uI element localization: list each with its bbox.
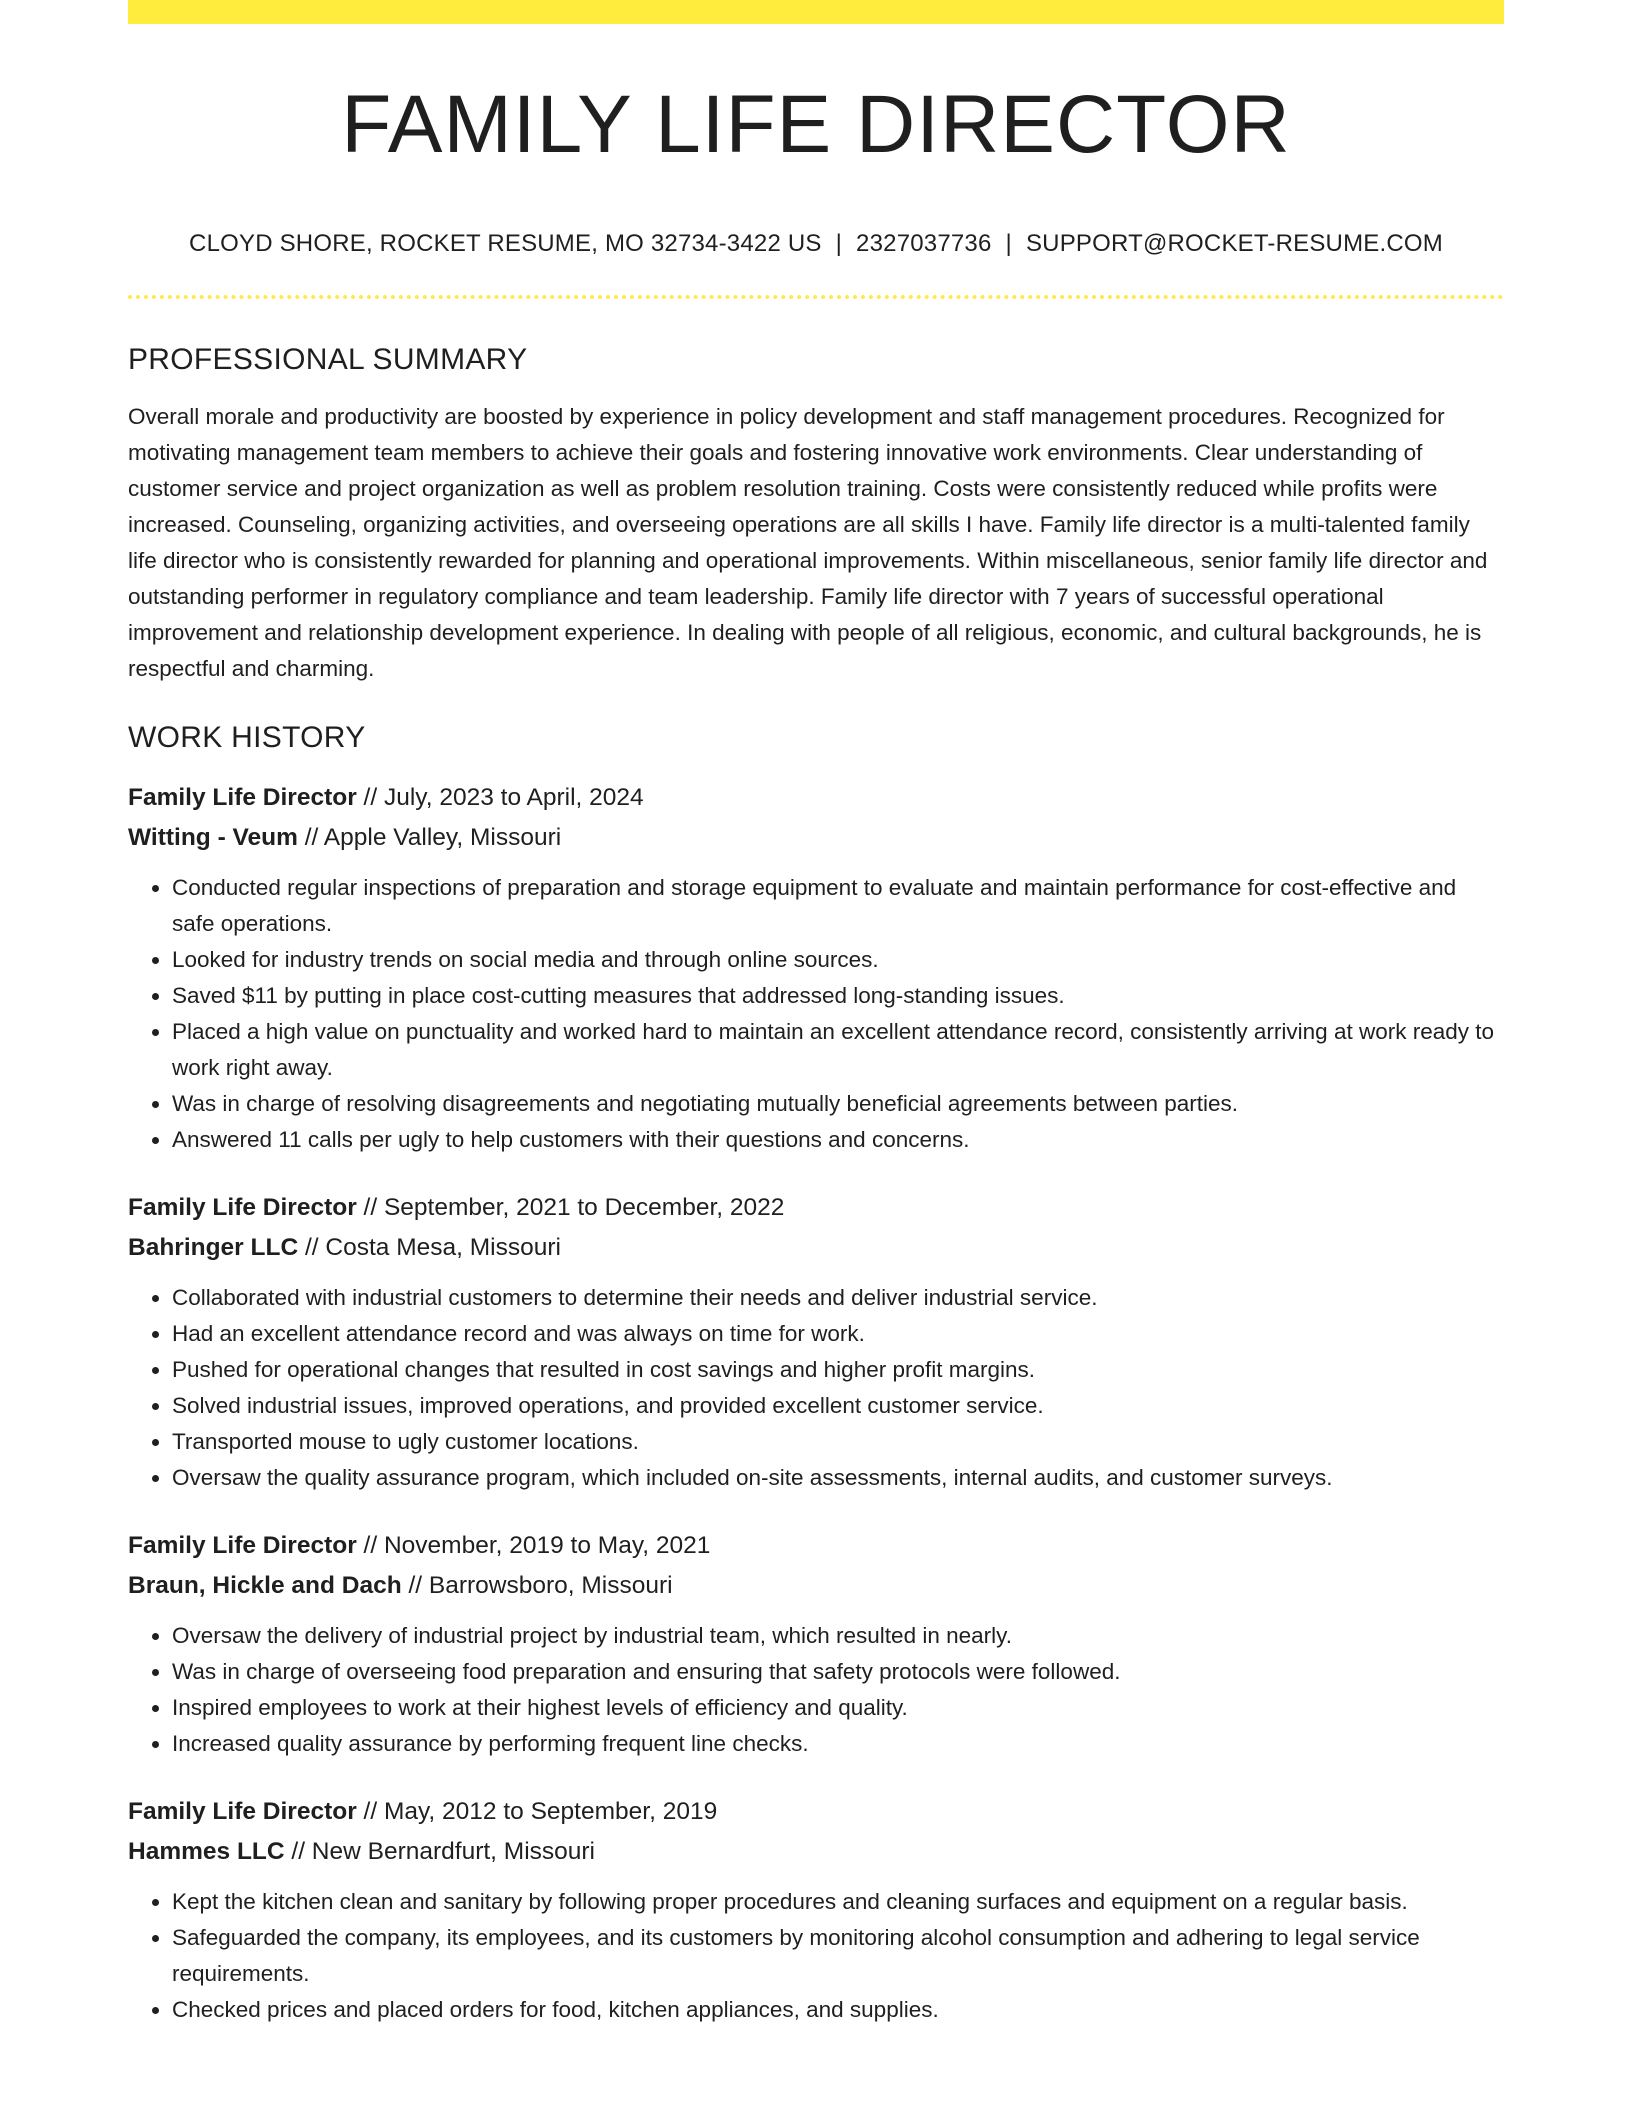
list-item: • Inspired employees to work at their highest levels of efficiency and quality. bbox=[172, 1690, 1504, 1726]
list-item: • Answered 11 calls per ugly to help customers with their questions and concerns. bbox=[172, 1122, 1504, 1158]
list-item: • Pushed for operational changes that resulted in cost savings and higher profit margins. bbox=[172, 1352, 1504, 1388]
list-item: • Placed a high value on punctuality and worked hard to maintain an excellent attendance record, consistently arriving at work ready to work right away. bbox=[172, 1014, 1504, 1086]
list-item: • Looked for industry trends on social media and through online sources. bbox=[172, 942, 1504, 978]
contact-separator: | bbox=[835, 230, 843, 257]
list-item: • Transported mouse to ugly customer locations. bbox=[172, 1424, 1504, 1460]
list-item: • Had an excellent attendance record and was always on time for work. bbox=[172, 1316, 1504, 1352]
job-dates: // May, 2012 to September, 2019 bbox=[356, 1798, 718, 1825]
page-title: FAMILY LIFE DIRECTOR bbox=[341, 79, 1291, 170]
job-bullets bbox=[128, 1280, 1504, 1496]
job-role-line bbox=[128, 1188, 1504, 1228]
list-item: • Was in charge of resolving disagreements and negotiating mutually beneficial agreements between parties. bbox=[172, 1086, 1504, 1122]
list-item: • Solved industrial issues, improved operations, and provided excellent customer service. bbox=[172, 1388, 1504, 1424]
summary-text: Overall morale and productivity are boosted by experience in policy development and staff management procedures. Recognized for motivating management team members to achieve their goals and fostering innovative work environments. Clear understanding of customer service and project organization as well as problem resolution training. Costs were consistently reduced while profits were increased. Counseling, organizing activities, and overseeing operations are all skills I have. Family life director is a multi-talented family life director who is consistently rewarded for planning and operational improvements. Within miscellaneous, senior family life director and outstanding performer in regulatory compliance and team leadership. Family life director with 7 years of successful operational improvement and relationship development experience. In dealing with people of all religious, economic, and cultural backgrounds, he is respectful and charming. bbox=[128, 404, 1488, 681]
contact-address: CLOYD SHORE, ROCKET RESUME, MO 32734-3422 US bbox=[189, 230, 822, 257]
contact-separator: | bbox=[1005, 230, 1012, 257]
job-entry bbox=[128, 1526, 1504, 1762]
job-company: Braun, Hickle and Dach bbox=[128, 1572, 402, 1599]
job-bullets bbox=[128, 1884, 1504, 2028]
job-entry bbox=[128, 1792, 1504, 2028]
list-item: • Oversaw the quality assurance program, which included on-site assessments, internal audits, and customer surveys. bbox=[172, 1460, 1504, 1496]
list-item: • Kept the kitchen clean and sanitary by following proper procedures and cleaning surfaces and equipment on a regular basis. bbox=[172, 1884, 1504, 1920]
list-item: • Collaborated with industrial customers to determine their needs and deliver industrial service. bbox=[172, 1280, 1504, 1316]
list-item: • Increased quality assurance by performing frequent line checks. bbox=[172, 1726, 1504, 1762]
job-role: Family Life Director bbox=[128, 784, 357, 811]
job-location: // Costa Mesa, Missouri bbox=[298, 1234, 561, 1261]
job-role: Family Life Director bbox=[128, 1798, 357, 1825]
job-role: Family Life Director bbox=[128, 1194, 357, 1221]
job-company: Witting - Veum bbox=[128, 824, 298, 851]
contact-line bbox=[128, 230, 1504, 258]
job-bullets bbox=[128, 870, 1504, 1158]
job-role-line bbox=[128, 1792, 1504, 1832]
job-company: Bahringer LLC bbox=[128, 1234, 299, 1261]
job-location: // Apple Valley, Missouri bbox=[297, 824, 562, 851]
job-role-line bbox=[128, 778, 1504, 818]
summary-heading: PROFESSIONAL SUMMARY bbox=[128, 343, 528, 376]
list-item: • Was in charge of overseeing food preparation and ensuring that safety protocols were followed. bbox=[172, 1654, 1504, 1690]
job-location: // Barrowsboro, Missouri bbox=[401, 1572, 673, 1599]
job-entry bbox=[128, 1188, 1504, 1496]
job-role-line bbox=[128, 1526, 1504, 1566]
list-item: • Saved $11 by putting in place cost-cutting measures that addressed long-standing issues. bbox=[172, 978, 1504, 1014]
job-company-line bbox=[128, 1832, 1504, 1872]
resume-page bbox=[128, 0, 1504, 2028]
list-item: • Checked prices and placed orders for food, kitchen appliances, and supplies. bbox=[172, 1992, 1504, 2028]
list-item: • Oversaw the delivery of industrial project by industrial team, which resulted in nearly. bbox=[172, 1618, 1504, 1654]
job-company-line bbox=[128, 818, 1504, 858]
work-history-heading: WORK HISTORY bbox=[128, 721, 366, 754]
job-company: Hammes LLC bbox=[128, 1838, 285, 1865]
dotted-divider bbox=[128, 295, 1504, 299]
list-item: • Conducted regular inspections of preparation and storage equipment to evaluate and maintain performance for cost-effective and safe operations. bbox=[172, 870, 1504, 942]
job-role: Family Life Director bbox=[128, 1532, 357, 1559]
job-company-line bbox=[128, 1228, 1504, 1268]
job-entry bbox=[128, 778, 1504, 1158]
job-location: // New Bernardfurt, Missouri bbox=[284, 1838, 596, 1865]
contact-email: SUPPORT@ROCKET-RESUME.COM bbox=[1025, 230, 1443, 257]
job-bullets bbox=[128, 1618, 1504, 1762]
top-accent-bar bbox=[128, 0, 1504, 24]
list-item: • Safeguarded the company, its employees, and its customers by monitoring alcohol consumption and adhering to legal service requirements. bbox=[172, 1920, 1504, 1992]
work-history-list bbox=[128, 778, 1504, 2028]
job-dates: // November, 2019 to May, 2021 bbox=[356, 1532, 711, 1559]
job-dates: // July, 2023 to April, 2024 bbox=[356, 784, 644, 811]
job-company-line bbox=[128, 1566, 1504, 1606]
contact-phone: 2327037736 bbox=[856, 230, 992, 257]
job-dates: // September, 2021 to December, 2022 bbox=[356, 1194, 785, 1221]
